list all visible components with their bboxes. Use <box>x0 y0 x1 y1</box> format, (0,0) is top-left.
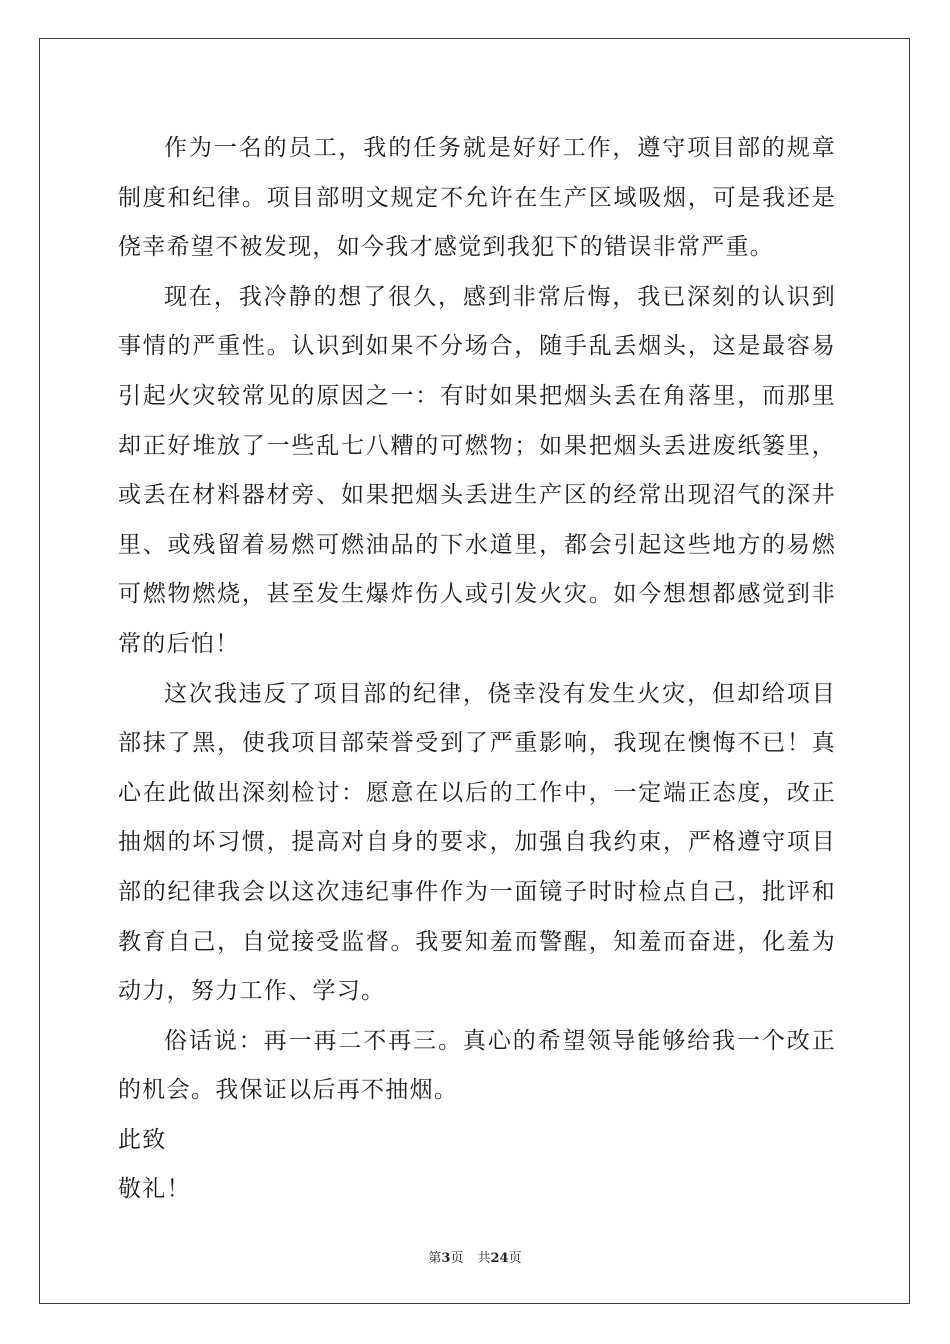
paragraph-2: 现在，我冷静的想了很久，感到非常后悔，我已深刻的认识到事情的严重性。认识到如果不分场合，随手乱丢烟头，这是最容易引起火灾较常见的原因之一：有时如果把烟头丢在角落里，而那里却正好堆放了一些乱七八糟的可燃物；如果把烟头丢进废纸篓里，或丢在材料器材旁、如果把烟头丢进生产区的经常出现沼气的深井里、或残留着易燃可燃油品的下水道里，都会引起这些地方的易燃可燃物燃烧，甚至发生爆炸伤人或引发火灾。如今想想都感觉到非常的后怕！ <box>118 283 836 657</box>
total-prefix: 共 <box>477 1251 491 1266</box>
closing-regards: 敬礼！ <box>118 1176 191 1203</box>
page-prefix: 第 <box>428 1251 442 1266</box>
total-pages: 24 <box>490 1251 509 1266</box>
total-suffix: 页 <box>508 1251 522 1266</box>
page-number: 3 <box>441 1251 451 1266</box>
page-footer <box>0 1247 950 1266</box>
page-suffix: 页 <box>450 1251 464 1266</box>
paragraph-1: 作为一名的员工，我的任务就是好好工作，遵守项目部的规章制度和纪律。项目部明文规定不允许在生产区域吸烟，可是我还是侥幸希望不被发现，如今我才感觉到我犯下的错误非常严重。 <box>118 135 836 261</box>
document-body <box>118 124 836 1215</box>
paragraph-3: 这次我违反了项目部的纪律，侥幸没有发生火灾，但却给项目部抹了黑，使我项目部荣誉受到了严重影响，我现在懊悔不已！真心在此做出深刻检讨：愿意在以后的工作中，一定端正态度，改正抽烟的坏习惯，提高对自身的要求，加强自我约束，严格遵守项目部的纪律我会以这次违纪事件作为一面镜子时时检点自己，批评和教育自己，自觉接受监督。我要知羞而警醒，知羞而奋进，化羞为动力，努力工作、学习。 <box>118 680 836 1005</box>
paragraph-4: 俗话说：再一再二不再三。真心的希望领导能够给我一个改正的机会。我保证以后再不抽烟。 <box>118 1027 836 1104</box>
closing-salutation: 此致 <box>118 1126 167 1153</box>
